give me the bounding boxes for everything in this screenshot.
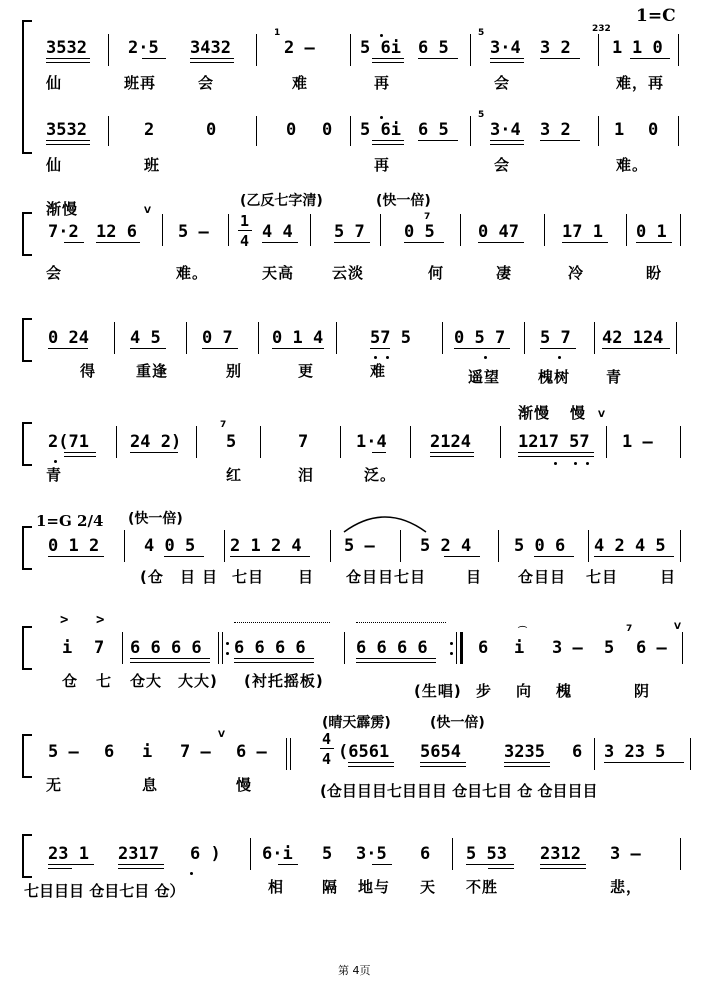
note-group: 1 <box>614 120 625 140</box>
lyric: 槐 <box>556 682 573 700</box>
lyric: 难。 <box>176 264 209 282</box>
lyric: 无 <box>46 776 63 794</box>
note-group: 0 1 <box>636 222 667 242</box>
percussion: 仓 <box>62 672 79 690</box>
note-group: 5 6i <box>360 38 401 58</box>
note-group: 6 – <box>236 742 267 762</box>
note-group: 5 <box>226 432 237 452</box>
note-group: 5 2 4 <box>420 536 472 556</box>
lyric: 班再 <box>124 74 157 92</box>
note-group: 2317 <box>118 844 159 864</box>
note-group: 6 <box>478 638 489 658</box>
note-group: 3 – <box>610 844 641 864</box>
tempo-note: (快一倍) <box>376 193 431 209</box>
note-group: 3532 <box>46 38 87 58</box>
note-group: 3·4 <box>490 120 521 140</box>
note-group: 5 – <box>178 222 209 242</box>
note-group: 3235 <box>504 742 545 762</box>
lyric: 泛。 <box>364 466 397 484</box>
note-group: 1 <box>612 38 623 58</box>
note-group: 5 6i <box>360 120 401 140</box>
note-group: 24 2) <box>130 432 182 452</box>
lyric: 云淡 <box>332 264 365 282</box>
note-group: 5 0 6 <box>514 536 566 556</box>
time-signature-top: 4 <box>322 730 332 748</box>
note-group: 3432 <box>190 38 231 58</box>
lyric: 悲， <box>610 878 643 896</box>
note-group: 3·4 <box>490 38 521 58</box>
percussion: 七目 <box>586 568 619 586</box>
lyric: 何 <box>428 264 445 282</box>
lyric: 别 <box>226 362 243 380</box>
note-group: 4 2 4 5 <box>594 536 666 556</box>
note-group: 3 – <box>552 638 583 658</box>
note-group: 3 2 <box>540 38 571 58</box>
lyric: 凄 <box>496 264 513 282</box>
lyric: 盼 <box>646 264 663 282</box>
lyric: 班 <box>144 156 161 174</box>
lyric: 槐树 <box>538 368 571 386</box>
note-group: 5 53 <box>466 844 507 864</box>
note-group: 4 4 <box>262 222 293 242</box>
note-group: i <box>142 742 153 762</box>
performance-note: (衬托摇板) <box>244 672 324 690</box>
note-group: 5 – <box>344 536 375 556</box>
percussion: 大大) <box>178 672 218 690</box>
note-group: 0 24 <box>48 328 89 348</box>
lyric: 天 <box>420 878 437 896</box>
tremolo-line <box>234 622 330 623</box>
note-group: 6 <box>104 742 115 762</box>
note-group: 12 6 <box>96 222 137 242</box>
note-group: 17 1 <box>562 222 603 242</box>
percussion: 目 <box>660 568 677 586</box>
note-group: 0 1 2 <box>48 536 100 556</box>
lyric: 再 <box>374 156 391 174</box>
note-group: 6 – <box>636 638 667 658</box>
note-group: 5 7 <box>334 222 365 242</box>
tempo-note: (快一倍) <box>430 715 485 731</box>
note-group: 0 <box>648 120 659 140</box>
percussion: 仓大 <box>130 672 163 690</box>
barline <box>678 34 679 66</box>
note-group: 4 0 5 <box>144 536 196 556</box>
barline <box>256 116 257 146</box>
percussion: 七目 <box>232 568 265 586</box>
note-group: 3 23 5 <box>604 742 666 762</box>
percussion: (仓 <box>140 568 164 586</box>
note-group: 57 5 <box>370 328 411 348</box>
note-group: 6 <box>572 742 583 762</box>
note-group: 6 6 6 6 <box>356 638 428 658</box>
key-signature: 1=G 2/4 <box>36 512 104 530</box>
time-signature-bottom: 4 <box>240 232 250 250</box>
barline <box>678 116 679 146</box>
accent-mark: > <box>60 612 69 628</box>
note-group: 2312 <box>540 844 581 864</box>
note-group: i <box>62 638 73 658</box>
system-bracket <box>22 734 32 778</box>
lyric: 相 <box>268 878 285 896</box>
note-group: 5654 <box>420 742 461 762</box>
lyric: 不胜 <box>466 878 499 896</box>
lyric: 青 <box>606 368 623 386</box>
tempo-marking: 渐慢 <box>518 404 551 422</box>
note-group: 3·5 <box>356 844 387 864</box>
barline <box>470 34 471 66</box>
lyric: 难。 <box>616 156 649 174</box>
note-group: 6 5 <box>418 38 449 58</box>
tempo-note: (快一倍) <box>128 511 183 527</box>
note-group: 6 <box>420 844 431 864</box>
note-group: 6 6 6 6 <box>234 638 306 658</box>
note-group: 0 7 <box>202 328 233 348</box>
lyric: 得 <box>80 362 97 380</box>
time-signature-bottom: 4 <box>322 750 332 768</box>
note-group: 2124 <box>430 432 471 452</box>
barline <box>350 34 351 66</box>
tempo-marking: 渐慢 <box>46 200 79 218</box>
note-group: 1217 57 <box>518 432 590 452</box>
note-group: 2 1 2 4 <box>230 536 302 556</box>
accent-mark: > <box>96 612 105 628</box>
lyric: 隔 <box>322 878 339 896</box>
barline <box>350 116 351 146</box>
note-group: 0 <box>286 120 297 140</box>
note-group: 23 1 <box>48 844 89 864</box>
lyric: 红 <box>226 466 243 484</box>
note-group: 6·i <box>262 844 293 864</box>
lyric: 仙 <box>46 156 63 174</box>
system-bracket <box>22 318 32 362</box>
tie-arc <box>340 508 430 536</box>
note-group: 6 5 <box>418 120 449 140</box>
aria-note: (晴天霹雳) <box>322 715 391 731</box>
percussion: (仓目目目七目目目 仓目七目 仓 仓目目目 <box>320 782 598 800</box>
note-group: 6 ) <box>190 844 221 864</box>
system-bracket <box>22 526 32 570</box>
time-signature-top: 1 <box>240 212 250 230</box>
note-group: i <box>514 638 525 658</box>
note-group: 6 6 6 6 <box>130 638 202 658</box>
lyric: 遥望 <box>468 368 501 386</box>
note-group: 0 47 <box>478 222 519 242</box>
key-signature-top: 1=C <box>636 6 676 26</box>
lyric: 步 <box>476 682 493 700</box>
barline <box>108 34 109 66</box>
percussion: 目 <box>298 568 315 586</box>
lyric: 会 <box>198 74 215 92</box>
lyric: 会 <box>494 74 511 92</box>
note-group: 1·4 <box>356 432 387 452</box>
note-group: 7 <box>94 638 105 658</box>
note-group: 5 <box>604 638 615 658</box>
note-group: 0 5 7 <box>454 328 506 348</box>
note-group: 7 – <box>180 742 211 762</box>
note-group: 0 <box>206 120 217 140</box>
lyric: 阴 <box>634 682 651 700</box>
percussion: 七 <box>96 672 113 690</box>
lyric: 会 <box>494 156 511 174</box>
system-bracket <box>22 212 32 256</box>
note-group: 42 124 <box>602 328 664 348</box>
percussion: 仓目目 <box>518 568 567 586</box>
percussion: 七目目目 仓目七目 仓） <box>24 882 185 900</box>
performance-note: (生唱) <box>414 682 462 700</box>
lyric: 泪 <box>298 466 315 484</box>
percussion: 目 <box>466 568 483 586</box>
barline <box>470 116 471 146</box>
lyric: 青 <box>46 466 63 484</box>
tremolo-line <box>356 622 446 623</box>
note-group: 2·5 <box>128 38 159 58</box>
note-group: 5 <box>322 844 333 864</box>
note-group: 7 <box>298 432 309 452</box>
lyric: 息 <box>142 776 159 794</box>
note-group: 3 2 <box>540 120 571 140</box>
note-group: 5 – <box>48 742 79 762</box>
note-group: 1 – <box>622 432 653 452</box>
lyric: 向 <box>516 682 533 700</box>
percussion: 仓目目七目 <box>346 568 427 586</box>
lyric: 天高 <box>262 264 295 282</box>
note-group: 4 5 <box>130 328 161 348</box>
system-bracket <box>22 626 32 670</box>
note-group: 0 <box>322 120 333 140</box>
lyric: 仙 <box>46 74 63 92</box>
lyric: 难 <box>370 362 387 380</box>
lyric: 更 <box>298 362 315 380</box>
percussion: 目 <box>202 568 219 586</box>
tempo-marking: 慢 <box>570 404 587 422</box>
percussion: 目 <box>180 568 197 586</box>
lyric: 慢 <box>236 776 253 794</box>
lyric: 再 <box>374 74 391 92</box>
note-group: 7·2 <box>48 222 79 242</box>
note-group: (6561 <box>338 742 390 762</box>
note-group: 1 0 <box>632 38 663 58</box>
note-group: 3532 <box>46 120 87 140</box>
lyric: 难 <box>292 74 309 92</box>
lyric: 地与 <box>358 878 391 896</box>
note-group: 2(71 <box>48 432 89 452</box>
barline <box>598 116 599 146</box>
lyric: 重逢 <box>136 362 169 380</box>
barline <box>598 34 599 66</box>
system-bracket <box>22 20 32 154</box>
barline <box>256 34 257 66</box>
system-bracket <box>22 422 32 466</box>
note-group: 0 5 <box>404 222 435 242</box>
lyric: 会 <box>46 264 63 282</box>
note-group: 2 <box>144 120 155 140</box>
note-group: 5 7 <box>540 328 571 348</box>
page-number: 第 4页 <box>338 964 371 977</box>
note-group: 0 1 4 <box>272 328 324 348</box>
lyric: 难，再 <box>616 74 665 92</box>
system-bracket <box>22 834 32 878</box>
note-group: 2 – <box>284 38 315 58</box>
lyric: 冷 <box>568 264 585 282</box>
barline <box>108 116 109 146</box>
mode-note: (乙反七字清) <box>240 193 323 209</box>
